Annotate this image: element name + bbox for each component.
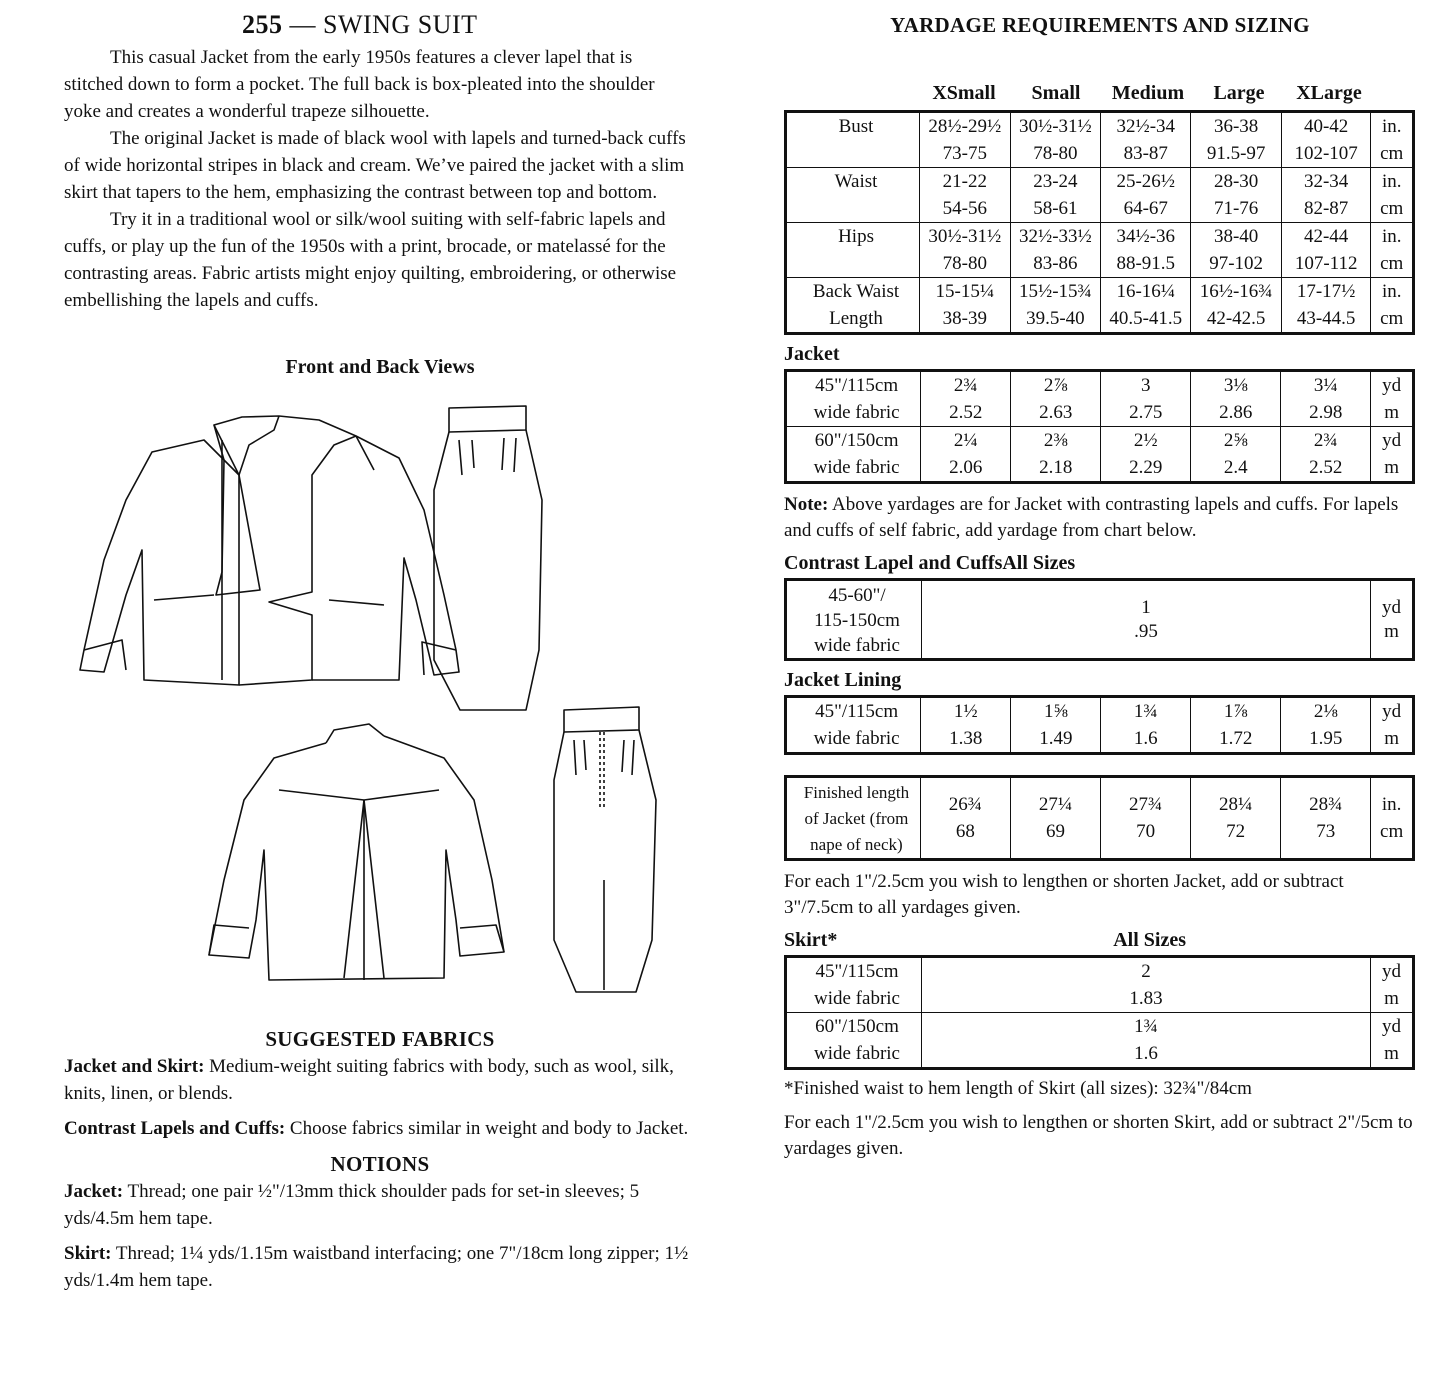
size-header: Large	[1213, 82, 1265, 104]
table-row: 60"/150cm wide fabric 1¾ 1.6 yd m	[786, 1013, 1414, 1069]
views-title: Front and Back Views	[285, 356, 475, 378]
left-column	[64, 8, 696, 1302]
intro-paragraph: The original Jacket is made of black wool with lapels and turned-back cuffs of wide horizontal stripes in black and cream. We’ve paired the jacket with a slim skirt that tapers to the hem, emphasizing the contrast between top and bottom.	[64, 128, 686, 203]
skirt-title: Skirt*	[784, 929, 838, 951]
intro-text	[64, 44, 696, 314]
skirt-adjust-note: For each 1"/2.5cm you wish to lengthen or shorten Skirt, add or subtract 2"/5cm to yardages given.	[784, 1112, 1413, 1159]
measurements-table	[784, 110, 1415, 335]
notions-item: Jacket: Thread; one pair ½"/13mm thick shoulder pads for set-in sleeves; 5 yds/4.5m hem tape.	[64, 1181, 640, 1229]
garment-illustrations	[64, 380, 696, 1025]
size-header: XLarge	[1296, 82, 1362, 104]
skirt-heading	[784, 927, 1416, 953]
jacket-yardage-table	[784, 369, 1415, 484]
contrast-yardage-table	[784, 578, 1415, 661]
lining-heading: Jacket Lining	[784, 669, 902, 691]
table-row: 45"/115cm wide fabric 1½ 1.38 1⅝ 1.49 1¾ 1.6 1⅞ 1.72 2⅛ 1.95 yd m	[786, 697, 1414, 754]
notions-heading: NOTIONS	[330, 1152, 430, 1176]
table-row: Back Waist Length 15-15¼ 38-39 15½-15¾ 39.5-40 16-16¼ 40.5-41.5 16½-16¾ 42-42.5 17-17½ 43-44.5 in. cm	[786, 278, 1414, 334]
yardage-note: Note: Above yardages are for Jacket with contrasting lapels and cuffs. For lapels and cuffs of self fabric, add yardage from chart below.	[784, 494, 1399, 541]
intro-paragraph: This casual Jacket from the early 1950s features a clever lapel that is stitched down to form a pocket. The full back is box-pleated into the shoulder yoke and creates a wonderful trapeze silhouette.	[64, 47, 655, 122]
notions-item: Skirt: Thread; 1¼ yds/1.15m waistband interfacing; one 7"/18cm long zipper; 1½ yds/1.4m hem tape.	[64, 1243, 689, 1291]
contrast-heading: Contrast Lapel and CuffsAll Sizes	[784, 552, 1076, 574]
table-row: 45"/115cm wide fabric 2 1.83 yd m	[786, 957, 1414, 1013]
size-header: Medium	[1111, 82, 1185, 104]
skirt-yardage-table	[784, 955, 1415, 1070]
skirt-back-drawing	[554, 707, 656, 992]
skirt-footnote: *Finished waist to hem length of Skirt (all sizes): 32¾"/84cm	[784, 1078, 1252, 1099]
table-row: Hips 30½-31½ 78-80 32½-33½ 83-86 34½-36 88-91.5 38-40 97-102 42-44 107-112 in. cm	[786, 223, 1414, 278]
size-header: Small	[1031, 82, 1081, 104]
size-header-row	[784, 82, 1415, 110]
size-header: XSmall	[932, 82, 996, 104]
jacket-adjust-note: For each 1"/2.5cm you wish to lengthen or shorten Jacket, add or subtract 3"/7.5cm to all yardages given.	[784, 871, 1344, 918]
skirt-all-sizes: All Sizes	[1113, 929, 1186, 951]
table-row: 45-60"/ 115-150cm wide fabric 1 .95 yd m	[786, 580, 1414, 660]
fabrics-heading: SUGGESTED FABRICS	[265, 1027, 495, 1051]
fabrics-item: Contrast Lapels and Cuffs: Choose fabrics similar in weight and body to Jacket.	[64, 1118, 689, 1139]
table-row: Waist 21-22 54-56 23-24 58-61 25-26½ 64-67 28-30 71-76 32-34 82-87 in. cm	[786, 168, 1414, 223]
table-row: 45"/115cm wide fabric 2¾ 2.52 2⅞ 2.63 3 2.75 3⅛ 2.86 3¼ 2.98 yd m	[786, 371, 1414, 427]
lining-yardage-table	[784, 695, 1415, 755]
table-row: Finished length of Jacket (from nape of neck) 26¾ 68 27¼ 69 27¾ 70 28¼ 72 28¾ 73 in. cm	[786, 777, 1414, 860]
table-row: 60"/150cm wide fabric 2¼ 2.06 2⅜ 2.18 2½ 2.29 2⅝ 2.4 2¾ 2.52 yd m	[786, 427, 1414, 483]
jacket-back-drawing	[209, 724, 504, 980]
pattern-title: 255 — SWING SUIT	[242, 10, 478, 39]
intro-paragraph: Try it in a traditional wool or silk/wool suiting with self-fabric lapels and cuffs, or play up the fun of the 1950s with a print, brocade, or matelassé for the contrasting areas. Fabric artists might enjoy quilting, embroidering, or otherwise embellishing the lapels and cuffs.	[64, 209, 677, 311]
table-row: Bust 28½-29½ 73-75 30½-31½ 78-80 32½-34 83-87 36-38 91.5-97 40-42 102-107 in. cm	[786, 112, 1414, 168]
yardage-title: YARDAGE REQUIREMENTS AND SIZING	[890, 13, 1310, 37]
finished-length-table	[784, 775, 1415, 861]
fabrics-item: Jacket and Skirt: Medium-weight suiting fabrics with body, such as wool, silk, knits, linen, or blends.	[64, 1056, 674, 1104]
right-column	[784, 8, 1416, 1166]
skirt-front-drawing	[434, 406, 542, 710]
jacket-heading: Jacket	[784, 343, 840, 365]
jacket-front-drawing	[80, 416, 459, 685]
